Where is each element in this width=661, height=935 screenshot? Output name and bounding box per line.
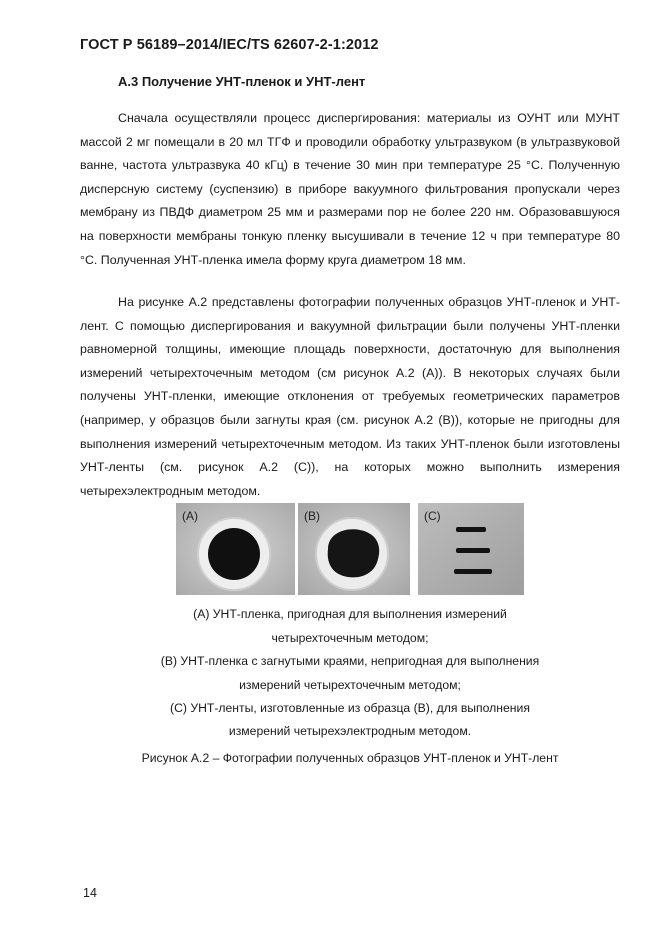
photo-c-label: (C) [424,509,441,523]
caption-line-5: (С) УНТ-ленты, изготовленные из образца (В), для выполнения [170,701,530,715]
paragraph-dispersion: Сначала осуществляли процесс диспергирования: материалы из ОУНТ или МУНТ массой 2 мг помещали в 20 мл ТГФ и проводили обработку ультразвуком (в ультразвуковой ванне, частота ультразвука 40 кГц) в течение 30 мин при температуре 25 °C. Полученную дисперсную систему (суспензию) в приборе вакуумного фильтрования пропускали через мембрану из ПВДФ диаметром 25 мм и размерами пор не более 220 нм. Образовавшуюся на поверхности мембраны тонкую пленку высушивали в течение 12 ч при температуре 80 °C. Полученная УНТ-пленка имела форму круга диаметром 18 мм. [80,111,620,267]
photo-panel-c [418,503,524,595]
document-header: ГОСТ Р 56189–2014/IEC/TS 62607-2-1:2012 [80,37,379,53]
photo-panel-a [176,503,295,595]
figure-title: Рисунок А.2 – Фотографии полученных образцов УНТ-пленок и УНТ-лент [141,751,559,765]
cnt-strip-2 [456,548,490,553]
page-number: 14 [83,886,97,900]
caption-line-4: измерений четырехточечным методом; [239,678,461,692]
caption-line-2: четырехточечным методом; [271,631,429,645]
photo-panel-b [298,503,410,595]
paragraph-figure-description: На рисунке А.2 представлены фотографии полученных образцов УНТ-пленок и УНТ-лент. С помощью диспергирования и вакуумной фильтрации были получены УНТ-пленки равномерной толщины, имеющие площадь поверхности, достаточную для выполнения измерений четырехточечным методом (см рисунок А.2 (А)). В некоторых случаях были получены УНТ-пленки, имеющие отклонения от требуемых геометрических параметров (например, у образцов были загнуты края (см. рисунок А.2 (В)), которые не пригодны для выполнения измерений четырехточечным методом. Из таких УНТ-пленок были изготовлены УНТ-ленты (см. рисунок А.2 (С)), на которых можно выполнить измерения четырехэлектродным методом. [80,295,620,498]
photo-b-label: (B) [304,509,320,523]
caption-line-1: (А) УНТ-пленка, пригодная для выполнения измерений [193,607,507,621]
cnt-strip-3 [454,569,492,574]
photo-a-label: (A) [182,509,198,523]
section-title: А.3 Получение УНТ-пленок и УНТ-лент [118,74,366,89]
caption-line-6: измерений четырехэлектродным методом. [228,724,472,738]
cnt-strip-1 [456,527,486,532]
caption-line-3: (В) УНТ-пленка с загнутыми краями, непригодная для выполнения [160,654,540,668]
